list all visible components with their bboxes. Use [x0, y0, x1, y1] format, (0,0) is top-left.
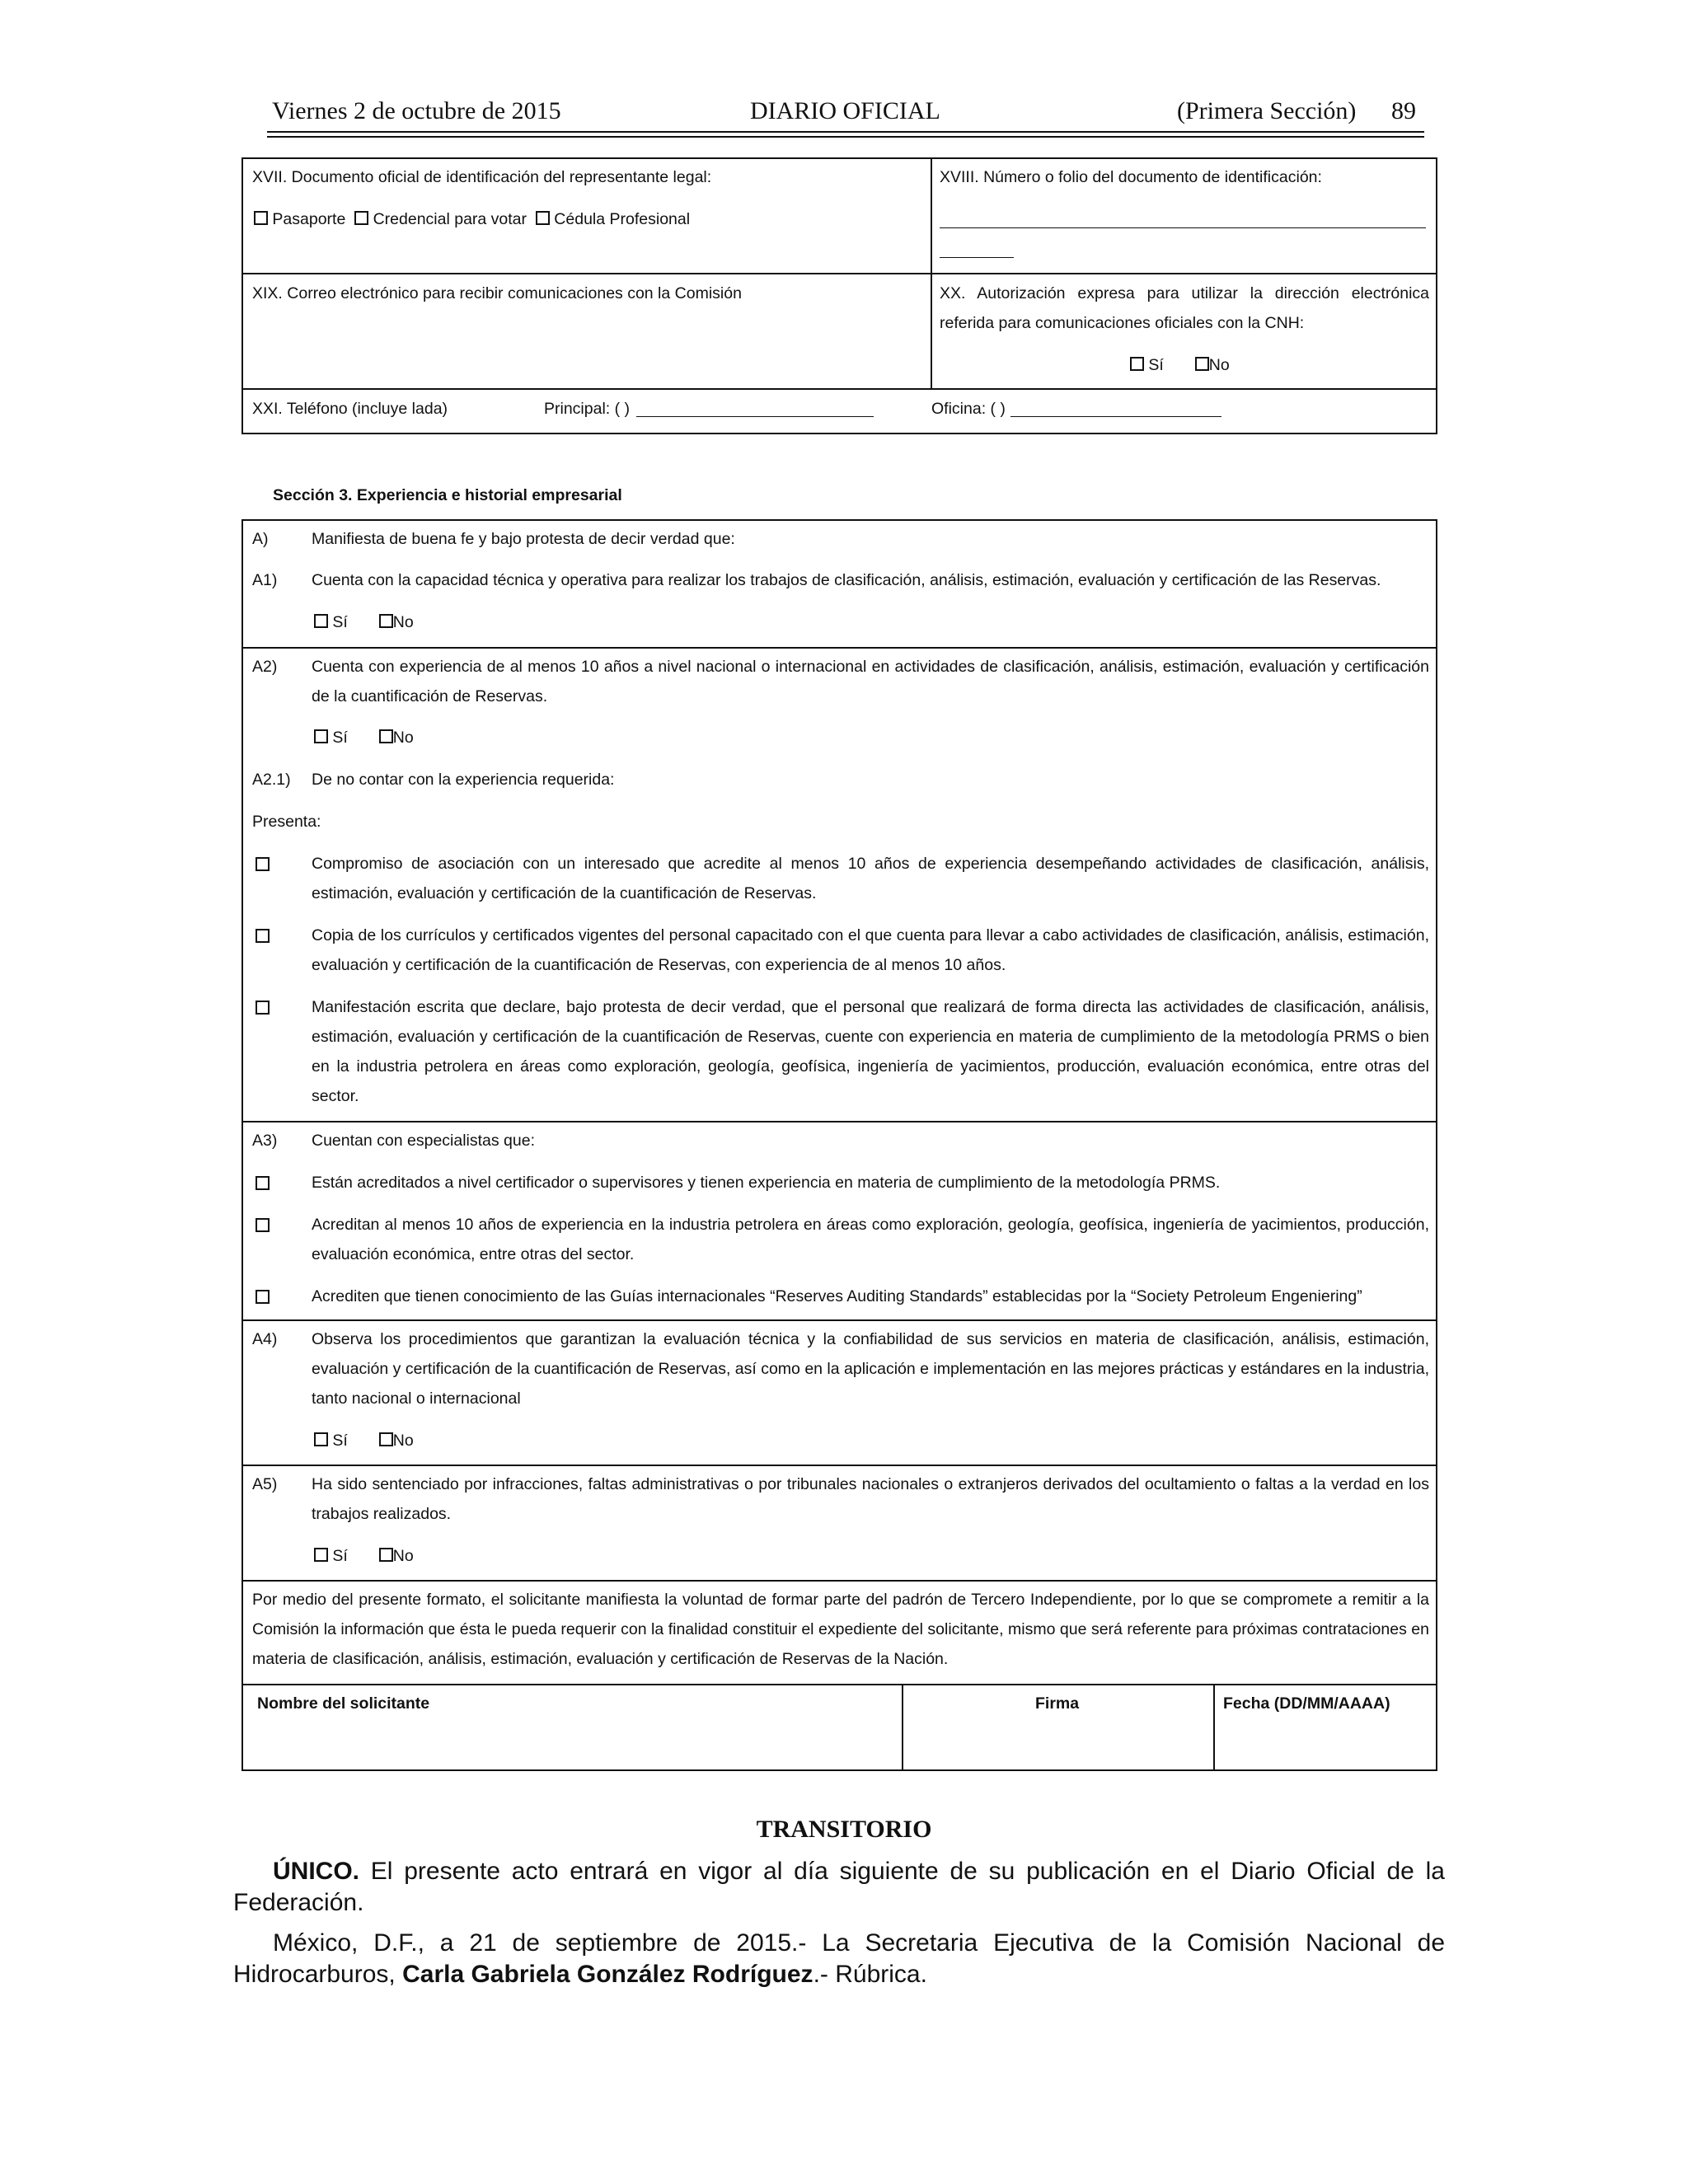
- closing-rubrica: .- Rúbrica.: [813, 1961, 927, 1988]
- no-label: No: [392, 729, 414, 747]
- checkbox-curriculos[interactable]: [256, 929, 270, 943]
- item-a5-text: Ha sido sentenciado por infracciones, faltas administrativas o por tribunales nacionales o extranjeros derivados del ocultamiento o faltas a la verdad en los trabajos realizados.: [312, 1475, 1429, 1523]
- header-rule: [267, 131, 1424, 133]
- section-3-title: Sección 3. Experiencia e historial empresarial: [273, 486, 622, 504]
- table-divider: [241, 1684, 1437, 1685]
- field-xx-label: XX. Autorización expresa para utilizar la dirección electrónica referida para comunicaciones oficiales con la CNH:: [940, 284, 1429, 332]
- checkbox-yes[interactable]: [314, 614, 328, 628]
- item-a3-text: Cuentan con especialistas que:: [312, 1132, 536, 1150]
- phone-oficina-label: Oficina: ( ): [931, 400, 1006, 418]
- table-divider: [241, 1121, 1437, 1122]
- a21-item-text: Manifestación escrita que declare, bajo protesta de decir verdad, que el personal que realizará de forma directa las actividades de clasificación, análisis, estimación, evaluación y certificación de la cuantificación de Reservas, cuente con experiencia en materia de cumplimiento de la metodología PRMS o bien en la industria petrolera en áreas como exploración, geología, geofísica, ingeniería de yacimientos, producción, evaluación económica, entre otras del sector.: [312, 998, 1429, 1105]
- a21-item-text: Copia de los currículos y certificados vigentes del personal capacitado con el que cuenta para llevar a cabo actividades de clasificación, análisis, estimación, evaluación y certificación de la cuantificación de Reservas, con experiencia de al menos 10 años.: [312, 926, 1429, 974]
- table-divider: [241, 1580, 1437, 1582]
- table-divider: [241, 1465, 1437, 1466]
- item-a1-text: Cuenta con la capacidad técnica y operativa para realizar los trabajos de clasificación, análisis, estimación, evaluación y certificación de las Reservas.: [312, 571, 1381, 589]
- a1-yes-no: [314, 607, 414, 637]
- table-divider: [1213, 1684, 1215, 1771]
- field-xxi-label: XXI. Teléfono (incluye lada): [252, 400, 448, 418]
- phone-principal-blank[interactable]: [636, 416, 874, 417]
- checkbox-credencial[interactable]: [354, 211, 368, 225]
- table-divider: [241, 647, 1437, 649]
- option-label: Cédula Profesional: [554, 210, 691, 228]
- checkbox-yes[interactable]: [314, 729, 328, 743]
- a4-yes-no: [314, 1426, 414, 1455]
- a3-item-text: Están acreditados a nivel certificador o supervisores y tienen experiencia en materia de cumplimiento de la metodología PRMS.: [312, 1174, 1221, 1192]
- checkbox-compromiso[interactable]: [256, 857, 270, 871]
- signature-label: Firma: [1035, 1694, 1080, 1713]
- no-label: No: [1208, 356, 1230, 374]
- checkbox-no[interactable]: [379, 614, 393, 628]
- checkbox-guias[interactable]: [256, 1290, 270, 1304]
- a3-item-text: Acreditan al menos 10 años de experiencia en la industria petrolera en áreas como exploración, geología, geofísica, ingeniería de yacimientos, producción, evaluación económica, entre otras del sector.: [312, 1216, 1429, 1263]
- yes-label: Sí: [332, 1547, 348, 1565]
- table-divider: [241, 1319, 1437, 1321]
- field-xviii-label: XVIII. Número o folio del documento de identificación:: [940, 168, 1322, 186]
- checkbox-manifestacion[interactable]: [256, 1001, 270, 1015]
- checkbox-pasaporte[interactable]: [254, 211, 268, 225]
- a5-yes-no: [314, 1541, 414, 1571]
- item-a21-text: De no contar con la experiencia requerida:: [312, 771, 615, 789]
- item-number: A1): [252, 571, 278, 589]
- a21-item-text: Compromiso de asociación con un interesado que acredite al menos 10 años de experiencia desempeñando actividades de clasificación, análisis, estimación, evaluación y certificación de la cuantificación de Reservas.: [312, 855, 1429, 902]
- table-divider: [241, 388, 1437, 390]
- option-label: Credencial para votar: [373, 210, 528, 228]
- date-label: Fecha (DD/MM/AAAA): [1223, 1694, 1390, 1713]
- checkbox-acreditados[interactable]: [256, 1176, 270, 1190]
- item-a2-text: Cuenta con experiencia de al menos 10 años a nivel nacional o internacional en actividades de clasificación, análisis, estimación, evaluación y certificación de la cuantificación de Reservas.: [312, 658, 1429, 705]
- checkbox-no[interactable]: [379, 729, 393, 743]
- phone-oficina-blank[interactable]: [1010, 416, 1221, 417]
- item-number: A2): [252, 658, 278, 676]
- unico-paragraph: [233, 1856, 1445, 1919]
- header-rule: [267, 136, 1424, 138]
- checkbox-no[interactable]: [379, 1432, 393, 1446]
- folio-blank-line[interactable]: [940, 227, 1426, 228]
- unico-text: El presente acto entrará en vigor al día siguiente de su publicación en el Diario Oficial de la Federación.: [233, 1858, 1445, 1916]
- header-title: DIARIO OFICIAL: [750, 97, 940, 124]
- item-number: A2.1): [252, 771, 291, 789]
- xx-yes-no: [1130, 350, 1230, 380]
- checkbox-yes[interactable]: [1130, 357, 1144, 371]
- a3-item-text: Acrediten que tienen conocimiento de las Guías internacionales “Reserves Auditing Standards” establecidas por la “Society Petroleum Engeniering”: [312, 1287, 1362, 1305]
- field-xvii-label: XVII. Documento oficial de identificación del representante legal:: [252, 168, 712, 186]
- presenta-label: Presenta:: [252, 813, 321, 831]
- yes-label: Sí: [332, 729, 348, 747]
- closing-text: México, D.F., a 21 de septiembre de 2015.- La Secretaria Ejecutiva de la Comisión Nacional de Hidrocarburos,: [233, 1929, 1445, 1988]
- phone-principal-label: Principal: ( ): [544, 400, 631, 418]
- applicant-name-label: Nombre del solicitante: [257, 1694, 430, 1713]
- item-number: A4): [252, 1330, 278, 1348]
- no-label: No: [392, 1547, 414, 1565]
- checkbox-no[interactable]: [1195, 357, 1209, 371]
- closing-paragraph: [233, 1928, 1445, 1990]
- header-date: Viernes 2 de octubre de 2015: [272, 97, 561, 124]
- no-label: No: [392, 613, 414, 631]
- unico-label: ÚNICO.: [273, 1858, 359, 1885]
- page-header: [272, 97, 1424, 135]
- yes-label: Sí: [332, 1432, 348, 1450]
- folio-blank-line[interactable]: [940, 257, 1014, 258]
- field-xix-label: XIX. Correo electrónico para recibir comunicaciones con la Comisión: [252, 284, 742, 302]
- item-a-text: Manifiesta de buena fe y bajo protesta de decir verdad que:: [312, 530, 735, 548]
- option-label: Pasaporte: [272, 210, 346, 228]
- item-number: A): [252, 530, 269, 548]
- id-document-options: [254, 204, 690, 234]
- yes-label: Sí: [332, 613, 348, 631]
- checkbox-yes[interactable]: [314, 1548, 328, 1562]
- header-section: (Primera Sección): [1177, 97, 1357, 124]
- signer-name: Carla Gabriela González Rodríguez: [402, 1961, 814, 1988]
- checkbox-no[interactable]: [379, 1548, 393, 1562]
- a2-yes-no: [314, 723, 414, 752]
- table-divider: [902, 1684, 903, 1771]
- declaration-text: Por medio del presente formato, el solicitante manifiesta la voluntad de formar parte del padrón de Tercero Independiente, por lo que se compromete a remitir a la Comisión la información que ésta le pueda requerir con la finalidad constituir el expediente del solicitante, mismo que será referente para próximas contrataciones en materia de clasificación, análisis, estimación, evaluación y certificación de Reservas de la Nación.: [252, 1591, 1429, 1668]
- yes-label: Sí: [1148, 356, 1164, 374]
- item-a4-text: Observa los procedimientos que garantizan la evaluación técnica y la confiabilidad de sus servicios en materia de clasificación, análisis, estimación, evaluación y certificación de la cuantificación de Reservas, así como en la aplicación e implementación en las mejores prácticas y estándares en la industria, tanto nacional o internacional: [312, 1330, 1429, 1408]
- checkbox-cedula[interactable]: [536, 211, 550, 225]
- item-number: A3): [252, 1132, 278, 1150]
- transitorio-title: TRANSITORIO: [756, 1816, 932, 1843]
- item-number: A5): [252, 1475, 278, 1493]
- table-divider: [241, 273, 1437, 274]
- no-label: No: [392, 1432, 414, 1450]
- checkbox-yes[interactable]: [314, 1432, 328, 1446]
- checkbox-experiencia-10[interactable]: [256, 1218, 270, 1232]
- header-page-number: 89: [1391, 97, 1416, 124]
